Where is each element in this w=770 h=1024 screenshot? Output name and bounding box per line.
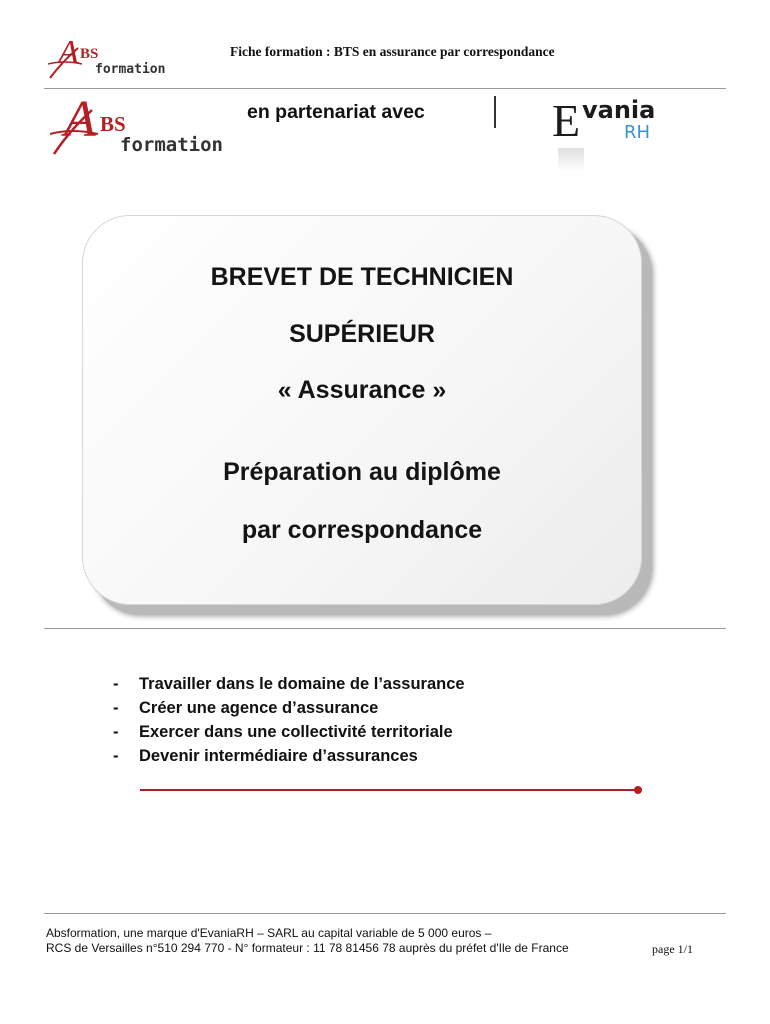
card-preparation-line: Préparation au diplôme (223, 458, 501, 486)
card-subtitle-assurance: « Assurance » (277, 376, 447, 404)
evania-logo-rh: RH (624, 122, 651, 143)
card-title-line-1: BREVET DE TECHNICIEN (210, 263, 514, 291)
header-title: Fiche formation : BTS en assurance par correspondance (230, 44, 555, 59)
abs-logo-formation: formation (120, 134, 223, 156)
header-logo (48, 36, 168, 80)
header-logo-bs: BS (80, 46, 99, 62)
header-logo-letter-a: A (58, 34, 79, 71)
header-divider (44, 88, 726, 89)
red-rule-end-dot (634, 786, 642, 794)
header-logo-formation: formation (95, 62, 166, 77)
evania-logo-vania: vania (582, 96, 656, 124)
list-item: - Devenir intermédiaire d’assurances (113, 747, 418, 765)
career-list (113, 672, 465, 768)
title-card (82, 215, 642, 605)
partnership-text: en partenariat avec (247, 101, 425, 123)
list-item: - Travailler dans le domaine de l’assurance (113, 675, 465, 693)
abs-logo-letter-a: A (64, 91, 96, 148)
footer-divider (44, 913, 726, 914)
list-item: - Exercer dans une collectivité territoriale (113, 723, 453, 741)
card-title-line-2: SUPÉRIEUR (289, 320, 435, 348)
text-cursor (494, 96, 496, 128)
footer-registration-line: RCS de Versailles n°510 294 770 - N° formateur : 11 78 81456 78 auprès du préfet d'Ile de France (46, 941, 569, 955)
page-number: page 1/1 (652, 942, 693, 956)
abs-formation-logo (50, 92, 225, 158)
red-decorative-rule (140, 789, 636, 791)
card-correspondance-line: par correspondance (241, 516, 483, 544)
evania-logo-reflection (558, 148, 584, 172)
logo-swoosh-icon (50, 104, 106, 156)
card-divider (44, 628, 726, 629)
abs-logo-bs: BS (100, 112, 126, 136)
evania-rh-logo (552, 95, 672, 176)
list-item: - Créer une agence d’assurance (113, 699, 379, 717)
footer-company-line: Absformation, une marque d'EvaniaRH – SARL au capital variable de 5 000 euros – (46, 926, 492, 940)
evania-logo-letter-e: E (552, 95, 581, 146)
